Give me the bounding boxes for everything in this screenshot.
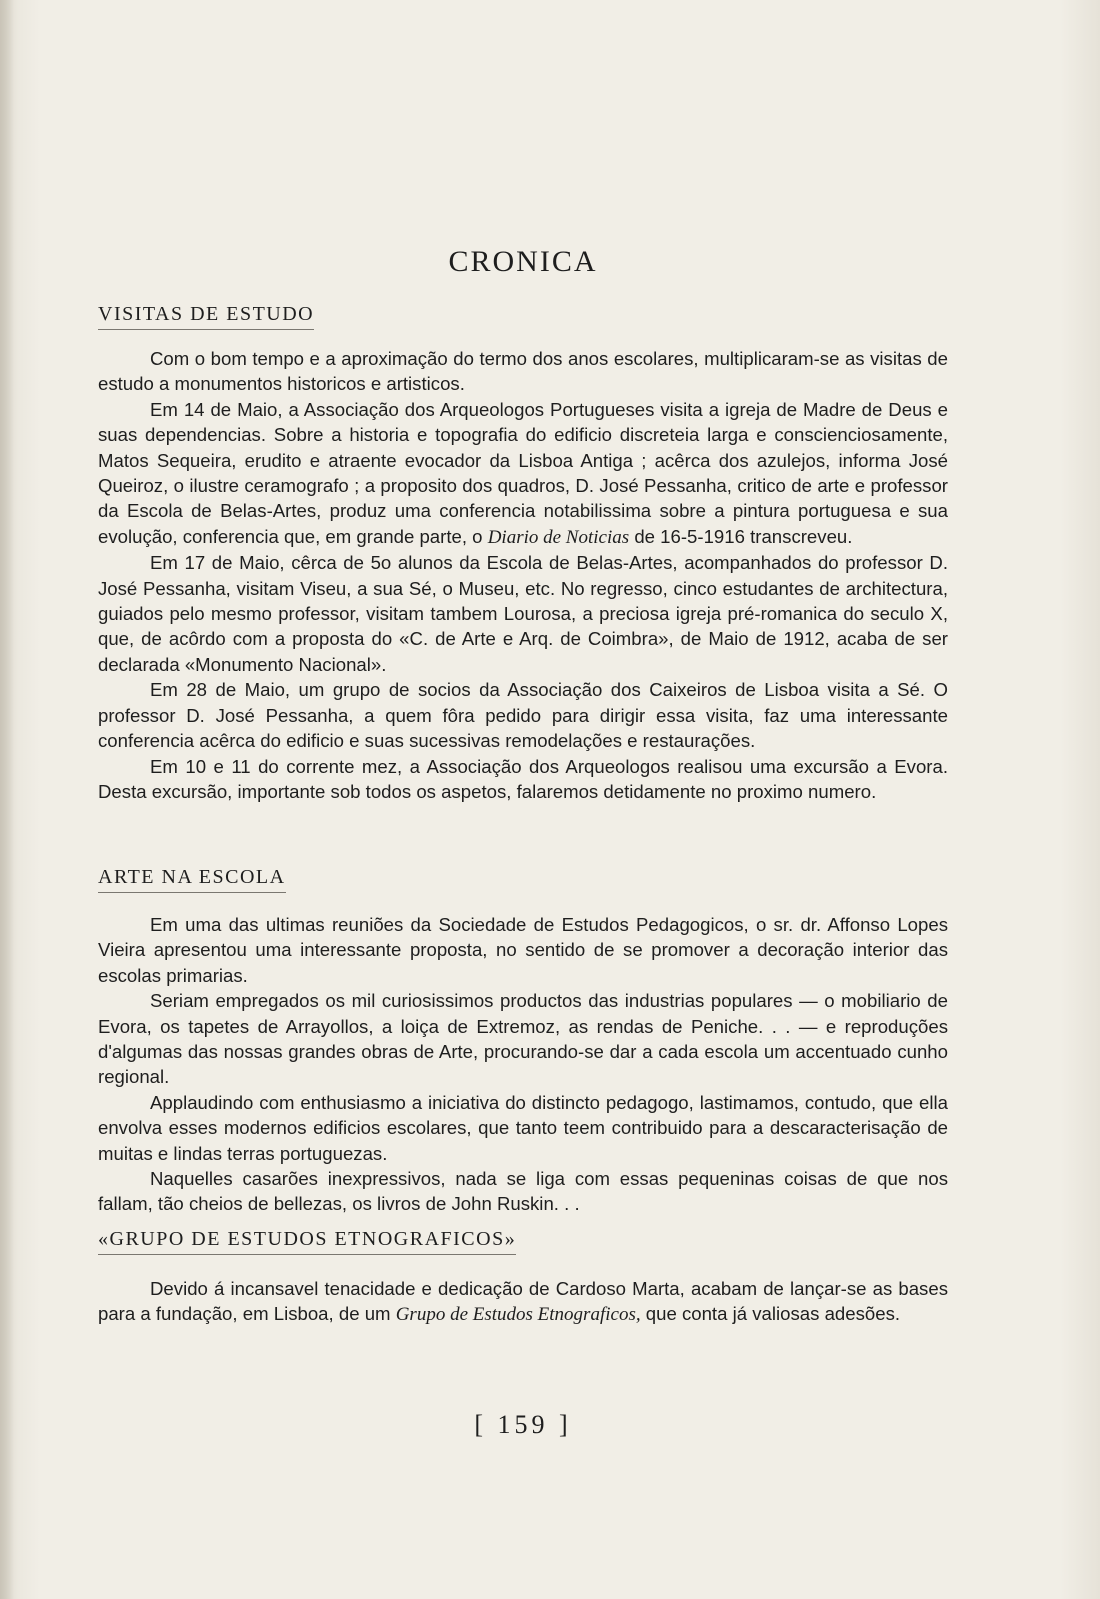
paragraph: Com o bom tempo e a aproximação do termo dos anos escolares, multiplicaram-se as visitas de estudo a monumentos historicos e artisticos. (98, 348, 948, 395)
section-visitas-de-estudo (98, 346, 948, 804)
page-title: CRONICA (448, 245, 598, 278)
paragraph: Em 10 e 11 do corrente mez, a Associação dos Arqueologos realisou uma excursão a Evora. Desta excursão, importante sob todos os aspetos, falaremos detidamente no proximo numero. (98, 755, 948, 802)
paragraph: Em 17 de Maio, cêrca de 5o alunos da Escola de Belas-Artes, acompanhados do professor D. José Pessanha, visitam Viseu, a sua Sé, o Museu, etc. No regresso, cinco estudantes de architectura, guiados pelo mesmo professor, visitam tambem Lourosa, a preciosa igreja pré-romanica do seculo X, que, de acôrdo com a proposta do «C. de Arte e Arq. de Coimbra», de Maio de 1912, acaba de ser declarada «Monumento Nacional». (98, 552, 948, 675)
book-gutter-shadow (0, 0, 14, 1599)
paragraph: Seriam empregados os mil curiosissimos productos das industrias populares — o mobiliario de Evora, os tapetes de Arrayollos, a loiça de Extremoz, as rendas de Peniche. . . — e reproduções d'algumas das nossas grandes obras de Arte, procurando-se dar a cada escola um accentuado cunho regional. (98, 990, 948, 1088)
paragraph: Em 28 de Maio, um grupo de socios da Associação dos Caixeiros de Lisboa visita a Sé. O professor D. José Pessanha, a quem fôra pedido para dirigir essa visita, faz uma interessante conferencia acêrca do edificio e suas sucessivas remodelações e restaurações. (98, 679, 948, 752)
page-number: [ 159 ] (474, 1410, 572, 1439)
paragraph: Applaudindo com enthusiasmo a iniciativa do distincto pedagogo, lastimamos, contudo, que ella envolva esses modernos edificios escolares, que tanto teem contribuido para a descaracterisação de muitas e lindas terras portuguezas. (98, 1091, 948, 1164)
paragraph (98, 1276, 948, 1328)
paragraph-text: Devido á incansavel tenacidade e dedicação de Cardoso Marta, acabam de lançar-se as bases para a fundação, em Lisboa, de um (98, 1278, 948, 1325)
paragraph-text: Em 14 de Maio, a Associação dos Arqueologos Portugueses visita a igreja de Madre de Deus e suas dependencias. Sobre a historia e topografia do edificio discreteia larga e conscienciosamente, Matos Sequeira, erudito e atraente evocador da Lisboa Antiga ; acêrca dos azulejos, informa José Queiroz, o ilustre ceramografo ; a proposito dos quadros, D. José Pessanha, critico de arte e professor da Escola de Belas-Artes, produz uma conferencia notabilissima sobre a pintura portuguesa e sua evolução, conferencia que, em grande parte, o (98, 398, 948, 547)
paragraph-text: que conta já valiosas adesões. (640, 1303, 901, 1325)
paragraph: Em uma das ultimas reuniões da Sociedade de Estudos Pedagogicos, o sr. dr. Affonso Lopes Vieira apresentou uma interessante proposta, no sentido de se promover a decoração interior das escolas primarias. (98, 914, 948, 986)
newspaper-title: Diario de Noticias (487, 526, 630, 548)
section-heading-grupo-de-estudos-etnograficos: «GRUPO DE ESTUDOS ETNOGRAFICOS» (98, 1228, 516, 1255)
group-name: Grupo de Estudos Etnograficos, (395, 1304, 641, 1326)
paragraph (98, 397, 948, 550)
paragraph: Naquelles casarões inexpressivos, nada se liga com essas pequeninas coisas de que nos fallam, tão cheios de bellezas, os livros de John Ruskin. . . (98, 1168, 948, 1215)
section-grupo-de-estudos-etnograficos (98, 1276, 948, 1328)
section-arte-na-escola (98, 912, 948, 1217)
section-heading-visitas-de-estudo: VISITAS DE ESTUDO (98, 303, 314, 330)
paragraph-text: de 16-5-1916 transcreveu. (629, 525, 853, 547)
section-heading-arte-na-escola: ARTE NA ESCOLA (98, 866, 286, 893)
